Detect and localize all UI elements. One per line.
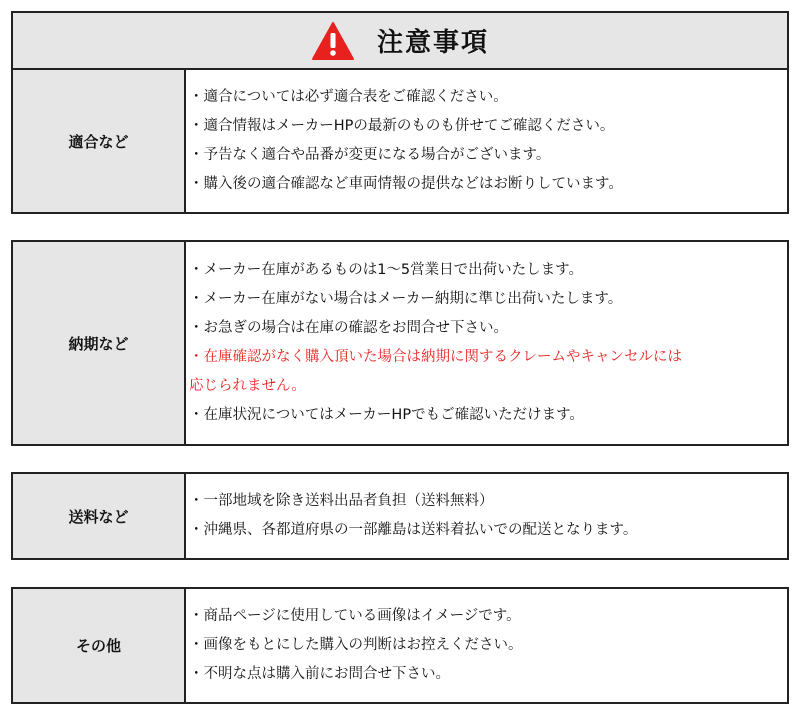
notice-line: ・適合情報はメーカーHPの最新のものも併せてご確認ください。 bbox=[189, 118, 615, 134]
section-delivery bbox=[11, 240, 789, 446]
notice-title: 注意事項 bbox=[376, 28, 489, 58]
section-label: 適合など bbox=[13, 70, 186, 212]
section-label: 送料など bbox=[13, 474, 186, 558]
warning-icon bbox=[311, 21, 355, 61]
warning-line: ・在庫確認がなく購入頂いた場合は納期に関するクレームやキャンセルには bbox=[189, 349, 682, 365]
section-shipping bbox=[11, 472, 789, 560]
section-other bbox=[11, 587, 789, 704]
section-label: 納期など bbox=[13, 242, 186, 444]
section-content bbox=[186, 242, 787, 444]
notice-line: ・適合については必ず適合表をご確認ください。 bbox=[189, 89, 508, 105]
section-content bbox=[186, 474, 787, 558]
notice-line: ・メーカー在庫があるものは1～5営業日で出荷いたします。 bbox=[189, 262, 583, 278]
notice-header bbox=[11, 11, 789, 68]
section-fitment bbox=[11, 68, 789, 214]
section-content bbox=[186, 589, 787, 702]
notice-line: ・お急ぎの場合は在庫の確認をお問合せ下さい。 bbox=[189, 320, 508, 336]
notice-line: ・在庫状況についてはメーカーHPでもご確認いただけます。 bbox=[189, 407, 584, 423]
notice-line: ・予告なく適合や品番が変更になる場合がございます。 bbox=[189, 147, 551, 163]
warning-line: 応じられません。 bbox=[189, 378, 306, 394]
notice-line: ・メーカー在庫がない場合はメーカー納期に準じ出荷いたします。 bbox=[189, 291, 623, 307]
section-label: その他 bbox=[13, 589, 186, 702]
notice-line: ・商品ページに使用している画像はイメージです。 bbox=[189, 608, 521, 624]
section-content bbox=[186, 70, 787, 212]
notice-line: ・不明な点は購入前にお問合せ下さい。 bbox=[189, 666, 450, 682]
notice-line: ・画像をもとにした購入の判断はお控えください。 bbox=[189, 637, 523, 653]
notice-line: ・沖縄県、各都道府県の一部離島は送料着払いでの配送となります。 bbox=[189, 522, 638, 538]
notice-line: ・購入後の適合確認など車両情報の提供などはお断りしています。 bbox=[189, 176, 623, 192]
notice-line: ・一部地域を除き送料出品者負担（送料無料） bbox=[189, 493, 494, 509]
